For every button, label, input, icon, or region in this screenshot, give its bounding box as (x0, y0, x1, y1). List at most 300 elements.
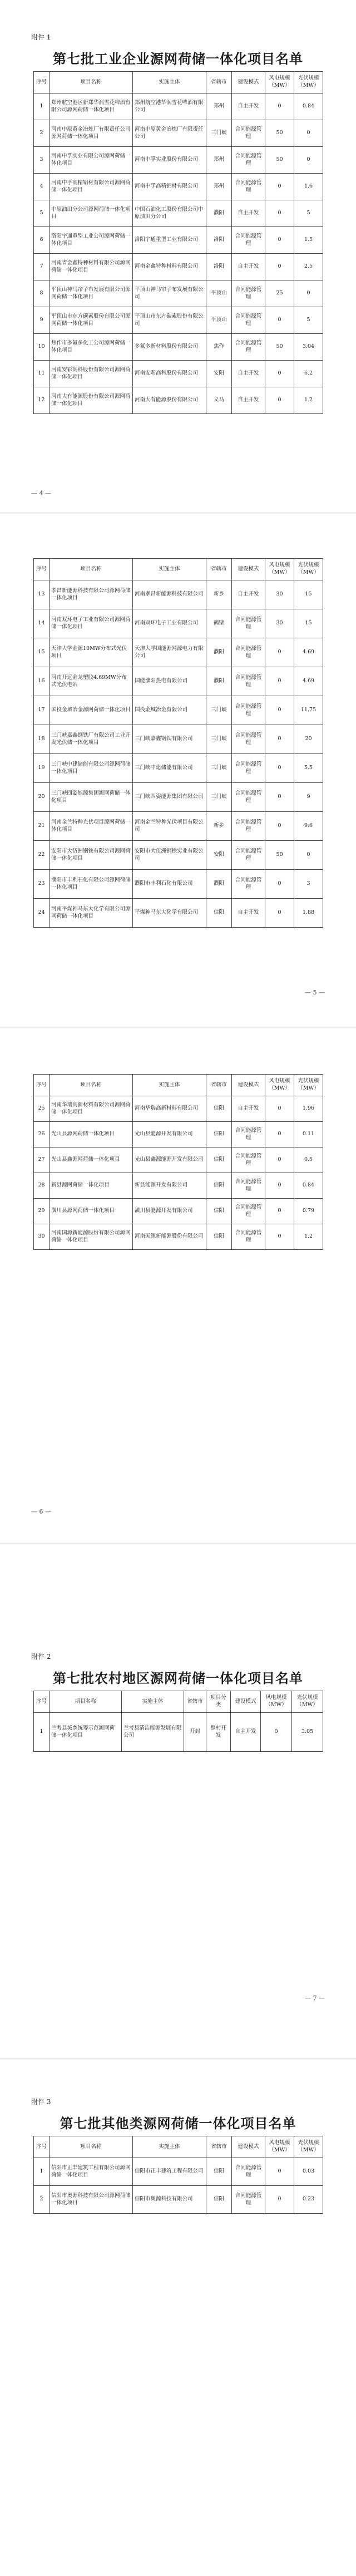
table-cell: 洛阳宇通重型工业有限公司 (133, 227, 206, 254)
table-row (34, 841, 323, 870)
table-cell: 0 (265, 1224, 294, 1250)
table-row (34, 2158, 323, 2186)
col-header: 项目名称 (50, 1691, 122, 1713)
table-cell: 合同能源管理 (232, 1122, 265, 1147)
table-cell: 0.03 (294, 2158, 323, 2186)
table-cell: 三门峡中建储能有限公司源网荷储一体化项目 (50, 754, 133, 783)
table-cell: 2 (34, 2186, 50, 2214)
table-cell: 平顶山 (206, 280, 232, 307)
col-header: 项目名称 (50, 72, 133, 93)
col-header: 项目名称 (50, 559, 133, 580)
table-cell: 1.5 (294, 227, 323, 254)
table-cell: 濮阳市丰利石化有限公司 (133, 870, 206, 899)
table-cell: 三门峡四姿能源集团源网荷储一体化项目 (50, 783, 133, 812)
page-divider (0, 1027, 356, 1028)
table-cell: 合同能源管理 (232, 280, 265, 307)
table-row (34, 667, 323, 696)
table-cell: 0 (294, 280, 323, 307)
table-cell: 合同能源管理 (232, 870, 265, 899)
table-cell: 17 (34, 696, 50, 725)
table-cell: 郑州 (206, 174, 232, 200)
table-cell: 30 (34, 1224, 50, 1250)
table-cell: 10 (34, 334, 50, 361)
table-row (34, 227, 323, 254)
table-cell: 安阳 (206, 841, 232, 870)
table-cell: 20 (34, 783, 50, 812)
table-cell: 孝昌新能源科技有限公司源网荷储一体化项目 (50, 580, 133, 609)
col-header: 实施主体 (133, 1075, 206, 1096)
col-header: 省辖市 (206, 72, 232, 93)
table-row (34, 387, 323, 414)
table-cell: 光山县鑫源网荷储一体化项目 (50, 1147, 133, 1173)
table-cell: 0 (265, 754, 294, 783)
table-cell: 合同能源管理 (232, 1173, 265, 1199)
table-cell: 0 (265, 783, 294, 812)
col-header: 项目分类 (206, 1691, 231, 1713)
table-cell: 0 (265, 812, 294, 841)
table-cell: 三门峡 (206, 120, 232, 147)
col-header: 光伏规模（MW） (294, 72, 323, 93)
col-header: 风电规模（MW） (261, 1691, 292, 1713)
table-cell: 合同能源管理 (232, 174, 265, 200)
table-cell: 河南平煤神马东大化学有限公司源网荷储一体化项目 (50, 899, 133, 928)
col-header: 风电规模（MW） (265, 559, 294, 580)
table-row (34, 1199, 323, 1224)
col-header: 风电规模（MW） (265, 2136, 294, 2158)
table-cell: 河南金鑫特种材料有限公司 (133, 254, 206, 280)
table-cell: 光山县鑫源能源开发有限公司 (133, 1147, 206, 1173)
table-cell: 信阳 (206, 899, 232, 928)
table-cell: 0 (265, 667, 294, 696)
table-row (34, 334, 323, 361)
table-header-row (34, 1075, 323, 1096)
table-cell: 9.6 (294, 812, 323, 841)
table-cell: 0 (265, 2158, 294, 2186)
table-cell: 安阳市大伍洲钢铁实业有限公司 (133, 841, 206, 870)
table-cell: 河南中原黄金冶炼厂有限责任公司源网荷储一体化项目 (50, 120, 133, 147)
table-cell: 0 (265, 1122, 294, 1147)
table-cell: 中原油田分公司源网荷储一体化项目 (50, 200, 133, 227)
table-row (34, 254, 323, 280)
table-cell: 信阳市奥源科技有限公司源网荷储一体化项目 (50, 2186, 133, 2214)
table-cell: 11.75 (294, 696, 323, 725)
table-cell: 三门峡嘉鑫钢铁有限公司 (133, 725, 206, 754)
table-cell: 20 (294, 725, 323, 754)
col-header: 项目名称 (50, 1075, 133, 1096)
col-header: 项目名称 (50, 2136, 133, 2158)
table-row (34, 174, 323, 200)
table-cell: 27 (34, 1147, 50, 1173)
table-cell: 0 (265, 200, 294, 227)
table-row (34, 609, 323, 638)
col-header: 实施主体 (133, 72, 206, 93)
project-table (33, 1074, 323, 1250)
table-cell: 0 (294, 841, 323, 870)
table-cell: 濮阳 (206, 200, 232, 227)
table-cell: 合同能源管理 (232, 2158, 265, 2186)
table-header-row (34, 2136, 323, 2158)
table-cell: 信阳市正丰建筑工程有限公司源网荷储一体化项目 (50, 2158, 133, 2186)
page-title: 第七批工业企业源网荷储一体化项目名单 (53, 51, 303, 67)
table-cell: 15 (294, 609, 323, 638)
table-cell: 50 (265, 120, 294, 147)
attachment-label: 附件 2 (31, 1653, 51, 1661)
table-cell: 三门峡嘉鑫钢铁厂有限公司工业开发光伏储一体化项目 (50, 725, 133, 754)
table-cell: 14 (34, 609, 50, 638)
table-cell: 河南省金鑫特种材料有限公司源网荷储一体化项目 (50, 254, 133, 280)
table-cell: 平顶山市东方碳素股份有限公司 (133, 307, 206, 334)
table-cell: 安阳市大伍洲钢铁有限公司源网荷储一体化项目 (50, 841, 133, 870)
table-cell: 国投金城冶金有限公司 (133, 696, 206, 725)
table-cell: 0 (261, 1713, 292, 1752)
project-table (33, 71, 323, 414)
table-cell: 天津大学国能源网源电力有限公司 (133, 638, 206, 667)
table-cell: 9 (34, 307, 50, 334)
table-cell: 合同能源管理 (232, 725, 265, 754)
table-cell: 1 (34, 93, 50, 120)
table-cell: 安阳 (206, 361, 232, 387)
table-cell: 平顶山市东方碳素股份有限公司源网荷储一体化项目 (50, 307, 133, 334)
table-cell: 2.5 (294, 254, 323, 280)
table-cell: 濮阳 (206, 667, 232, 696)
page-divider (0, 512, 356, 514)
table-row (34, 147, 323, 174)
table-cell: 30 (265, 580, 294, 609)
table-cell: 合同能源管理 (232, 227, 265, 254)
table-cell: 合同能源管理 (232, 696, 265, 725)
table-cell: 6.2 (294, 361, 323, 387)
table-cell: 信阳 (206, 1147, 232, 1173)
table-cell: 0.84 (294, 1173, 323, 1199)
table-cell: 21 (34, 812, 50, 841)
table-cell: 合同能源管理 (232, 307, 265, 334)
table-cell: 濮阳 (206, 870, 232, 899)
table-cell: 9 (294, 783, 323, 812)
table-cell: 信阳 (206, 1199, 232, 1224)
table-cell: 三门峡 (206, 783, 232, 812)
page-title: 第七批其他类源网荷储一体化项目名单 (60, 2115, 296, 2131)
table-cell: 合同能源管理 (232, 754, 265, 783)
table-cell: 0 (265, 696, 294, 725)
table-row (34, 812, 323, 841)
table-cell: 国投金城冶金源网荷储一体化项目 (50, 696, 133, 725)
col-header: 序号 (34, 1075, 50, 1096)
attachment-label: 附件 1 (31, 33, 51, 41)
page-number: — 6 — (31, 1508, 51, 1515)
table-cell: 26 (34, 1122, 50, 1147)
table-cell: 1 (34, 2158, 50, 2186)
table-cell: 中国石油化工股份有限公司中原油田分公司 (133, 200, 206, 227)
table-cell: 25 (34, 1096, 50, 1122)
table-cell: 三门峡 (206, 754, 232, 783)
table-cell: 郑州 (206, 93, 232, 120)
table-row (34, 870, 323, 899)
table-cell: 平顶山 (206, 307, 232, 334)
table-cell: 5.5 (294, 754, 323, 783)
table-cell: 自主开发 (232, 200, 265, 227)
col-header: 序号 (34, 1691, 50, 1713)
table-cell: 信阳市正丰建筑工程有限公司 (133, 2158, 206, 2186)
table-cell: 焦作 (206, 334, 232, 361)
table-cell: 合同能源管理 (232, 1224, 265, 1250)
document-page-4 (0, 1546, 356, 2061)
table-cell: 7 (34, 254, 50, 280)
col-header: 光伏规模（MW） (294, 1075, 323, 1096)
table-cell: 义马 (206, 387, 232, 414)
table-row (34, 580, 323, 609)
table-cell: 光山县能源开发有限公司 (133, 1122, 206, 1147)
table-cell: 0 (265, 93, 294, 120)
table-cell: 三门峡中建储能有限公司 (133, 754, 206, 783)
table-row (34, 899, 323, 928)
table-cell: 洛阳 (206, 254, 232, 280)
table-cell: 河南双环电子工业有限公司 (133, 609, 206, 638)
table-row (34, 120, 323, 147)
table-cell: 13 (34, 580, 50, 609)
table-cell: 信阳 (206, 1096, 232, 1122)
table-cell: 0 (265, 387, 294, 414)
table-cell: 河南国源新能源股份有限公司 (133, 1224, 206, 1250)
table-cell: 0.5 (294, 1147, 323, 1173)
table-cell: 合同能源管理 (232, 334, 265, 361)
table-row (34, 1096, 323, 1122)
table-cell: 平顶山神马帘子布发展有限公司 (133, 280, 206, 307)
table-cell: 5 (34, 200, 50, 227)
table-cell: 1.96 (294, 1096, 323, 1122)
table-cell: 合同能源管理 (232, 667, 265, 696)
table-cell: 0 (265, 307, 294, 334)
table-cell: 合同能源管理 (232, 638, 265, 667)
table-cell: 郑州航空港华润雪花啤酒有限公司 (133, 93, 206, 120)
table-cell: 0 (265, 870, 294, 899)
table-row (34, 280, 323, 307)
table-cell: 50 (265, 147, 294, 174)
table-cell: 新乡 (206, 812, 232, 841)
table-cell: 0 (265, 1199, 294, 1224)
table-cell: 0.11 (294, 1122, 323, 1147)
table-cell: 河南中孚高精铝材有限公司 (133, 174, 206, 200)
col-header: 建设模式 (232, 2136, 265, 2158)
col-header: 省辖市 (206, 2136, 232, 2158)
table-cell: 河南金兰特种光伏项目有限公司 (133, 812, 206, 841)
table-cell: 11 (34, 361, 50, 387)
table-row (34, 361, 323, 387)
table-cell: 0 (265, 1096, 294, 1122)
table-cell: 兰考县清洁能源发展有限公司 (122, 1713, 184, 1752)
table-cell: 1 (34, 1713, 50, 1752)
page-number: — 7 — (305, 1994, 325, 2002)
table-cell: 河南中孚实业有限公司源网荷储一体化项目 (50, 147, 133, 174)
table-row (34, 754, 323, 783)
table-row (34, 1122, 323, 1147)
table-cell: 0.79 (294, 1199, 323, 1224)
table-cell: 6 (34, 227, 50, 254)
table-cell: 合同能源管理 (232, 609, 265, 638)
table-cell: 1.6 (294, 174, 323, 200)
table-cell: 15 (34, 638, 50, 667)
table-cell: 三门峡四姿能源集团有限公司 (133, 783, 206, 812)
col-header: 建设模式 (232, 72, 265, 93)
table-cell: 郑州 (206, 147, 232, 174)
table-cell: 2 (34, 120, 50, 147)
table-cell: 自主开发 (231, 1713, 261, 1752)
table-cell: 信阳 (206, 2186, 232, 2214)
table-cell: 0 (265, 174, 294, 200)
table-cell: 河南开远金龙塑胶4.69MW分布式光伏电站 (50, 667, 133, 696)
table-cell: 1.2 (294, 1224, 323, 1250)
table-cell: 8 (34, 280, 50, 307)
table-row (34, 1173, 323, 1199)
table-cell: 50 (265, 334, 294, 361)
table-cell: 0 (265, 1173, 294, 1199)
col-header: 实施主体 (133, 559, 206, 580)
project-table (33, 1691, 323, 1752)
table-cell: 光山县源网荷储一体化项目 (50, 1122, 133, 1147)
table-cell: 河南中原黄金冶炼厂有限责任公司 (133, 120, 206, 147)
table-cell: 合同能源管理 (232, 1199, 265, 1224)
table-cell: 新县能源开发有限公司 (133, 1173, 206, 1199)
col-header: 风电规模（MW） (265, 1075, 294, 1096)
table-cell: 0 (265, 227, 294, 254)
table-cell: 0 (265, 361, 294, 387)
table-cell: 自主开发 (232, 254, 265, 280)
page-number: — 5 — (305, 989, 325, 996)
table-cell: 23 (34, 870, 50, 899)
table-cell: 洛阳宇通重型工业公司源网荷储一体化项目 (50, 227, 133, 254)
page-divider (0, 2058, 356, 2060)
table-row (34, 783, 323, 812)
table-cell: 合同能源管理 (232, 2186, 265, 2214)
table-cell: 29 (34, 1199, 50, 1224)
table-cell: 河南金兰特种光伏项目源网荷储一体化项目 (50, 812, 133, 841)
table-cell: 河南华瑞高新材料有限公司源网荷储一体化项目 (50, 1096, 133, 1122)
col-header: 建设模式 (232, 559, 265, 580)
attachment-label: 附件 3 (31, 2098, 51, 2106)
table-cell: 3 (34, 147, 50, 174)
table-cell: 河南大有能源股份有限公司源网荷储一体化项目 (50, 387, 133, 414)
table-cell: 河南华瑞高新材料有限公司 (133, 1096, 206, 1122)
table-cell: 开封 (184, 1713, 206, 1752)
table-cell: 1.2 (294, 387, 323, 414)
table-cell: 1.88 (294, 899, 323, 928)
table-row (34, 1147, 323, 1173)
table-row (34, 1224, 323, 1250)
table-cell: 三门峡 (206, 696, 232, 725)
table-cell: 0 (265, 638, 294, 667)
table-cell: 4.69 (294, 638, 323, 667)
table-header-row (34, 559, 323, 580)
table-cell: 4.69 (294, 667, 323, 696)
table-cell: 河南大有能源股份有限公司 (133, 387, 206, 414)
document-page-2 (0, 515, 356, 1030)
table-cell: 河南中孚高精铝材有限公司源网荷储一体化项目 (50, 174, 133, 200)
table-cell: 3.05 (292, 1713, 323, 1752)
table-row (34, 2186, 323, 2214)
table-cell: 河南国源新能源股份有限公司源网荷储一体化项目 (50, 1224, 133, 1250)
table-cell: 信阳市奥源科技有限公司 (133, 2186, 206, 2214)
col-header: 风电规模（MW） (265, 72, 294, 93)
col-header: 建设模式 (232, 1075, 265, 1096)
table-cell: 16 (34, 667, 50, 696)
table-cell: 新县源网荷储一体化项目 (50, 1173, 133, 1199)
table-cell: 0 (265, 2186, 294, 2214)
table-cell: 洛阳 (206, 227, 232, 254)
table-cell: 河南中孚实业股份有限公司 (133, 147, 206, 174)
table-cell: 国能濮阳热电有限公司 (133, 667, 206, 696)
table-cell: 18 (34, 725, 50, 754)
table-cell: 平煤神马东大化学有限公司 (133, 899, 206, 928)
table-cell: 自主开发 (232, 361, 265, 387)
table-cell: 濮阳 (206, 638, 232, 667)
table-cell: 自主开发 (232, 387, 265, 414)
table-cell: 合同能源管理 (232, 783, 265, 812)
table-cell: 郑州航空港区新郑华润雪花啤酒有限公司源网荷储一体化项目 (50, 93, 133, 120)
table-cell: 河南双环电子工业有限公司源网荷储一体化项目 (50, 609, 133, 638)
page-number: — 4 — (31, 490, 51, 497)
table-row (34, 200, 323, 227)
document-page-1 (0, 0, 356, 515)
table-cell: 5 (294, 200, 323, 227)
table-cell: 0.23 (294, 2186, 323, 2214)
project-table (33, 558, 323, 928)
table-cell: 0 (294, 147, 323, 174)
table-cell: 0.84 (294, 93, 323, 120)
page-divider (0, 1543, 356, 1544)
table-cell: 0 (265, 1147, 294, 1173)
col-header: 建设模式 (231, 1691, 261, 1713)
table-cell: 0 (265, 899, 294, 928)
table-cell: 3 (294, 870, 323, 899)
table-cell: 天津大学金源10MW分布式光伏项目 (50, 638, 133, 667)
table-cell: 50 (265, 841, 294, 870)
col-header: 省辖市 (206, 559, 232, 580)
col-header: 光伏规模（MW） (294, 559, 323, 580)
table-cell: 合同能源管理 (232, 120, 265, 147)
table-row (34, 307, 323, 334)
table-cell: 潢川县源网荷储一体化项目 (50, 1199, 133, 1224)
table-cell: 信阳 (206, 1224, 232, 1250)
table-cell: 河南孝昌新能源科技有限公司 (133, 580, 206, 609)
table-cell: 12 (34, 387, 50, 414)
table-cell: 信阳 (206, 1122, 232, 1147)
col-header: 光伏规模（MW） (294, 2136, 323, 2158)
table-cell: 多氟多新材料股份有限公司 (133, 334, 206, 361)
table-cell: 信阳 (206, 2158, 232, 2186)
table-cell: 5 (294, 307, 323, 334)
table-cell: 22 (34, 841, 50, 870)
table-cell: 河南安彩高科股份有限公司 (133, 361, 206, 387)
table-cell: 19 (34, 754, 50, 783)
table-cell: 25 (265, 280, 294, 307)
col-header: 序号 (34, 72, 50, 93)
table-cell: 合同能源管理 (232, 841, 265, 870)
table-cell: 自主开发 (232, 93, 265, 120)
table-cell: 28 (34, 1173, 50, 1199)
document-page-3 (0, 1030, 356, 1544)
table-cell: 潢川县能源开发有限公司 (133, 1199, 206, 1224)
table-cell: 30 (265, 609, 294, 638)
table-cell: 合同能源管理 (232, 812, 265, 841)
table-cell: 合同能源管理 (232, 1147, 265, 1173)
table-cell: 濮阳市丰利石化有限公司源网荷储一体化项目 (50, 870, 133, 899)
table-cell: 自主开发 (232, 580, 265, 609)
table-cell: 河南安彩高科股份有限公司源网荷储一体化项目 (50, 361, 133, 387)
table-row (34, 1713, 323, 1752)
col-header: 实施主体 (133, 2136, 206, 2158)
col-header: 光伏规模（MW） (292, 1691, 323, 1713)
page-title: 第七批农村地区源网荷储一体化项目名单 (53, 1670, 303, 1686)
document-page-5 (0, 2061, 356, 2576)
